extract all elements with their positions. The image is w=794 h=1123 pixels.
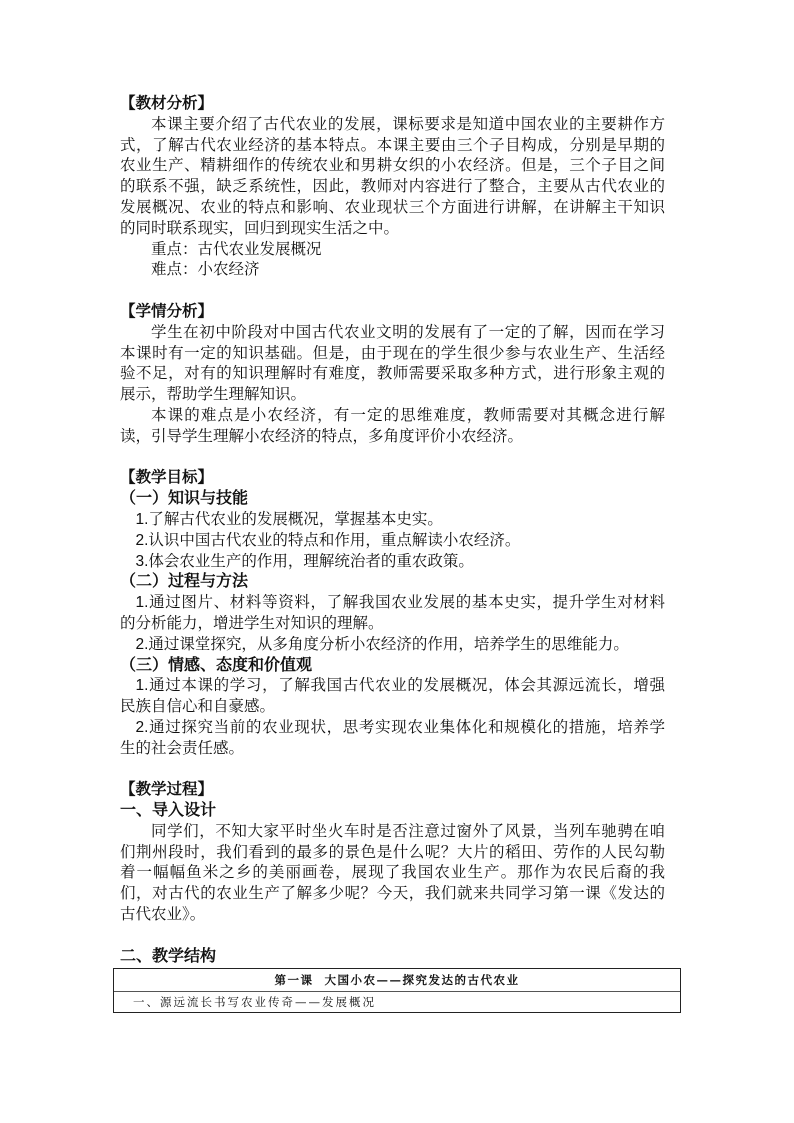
paragraph-line: 同学们，不知大家平时坐火车时是否注意过窗外了风景，当列车驰骋在咱 xyxy=(151,822,665,840)
paragraph-line: 们荆州段时，我们看到的最多的景色是什么呢？大片的稻田、劳作的人民勾勒 xyxy=(120,843,665,861)
section-heading: 【学情分析】 xyxy=(120,302,214,320)
difficult-point: 难点：小农经济 xyxy=(151,261,260,279)
paragraph-line: 本课主要介绍了古代农业的发展，课标要求是知道中国农业的主要耕作方 xyxy=(151,115,665,133)
list-item: 1.通过图片、材料等资料，了解我国农业发展的基本史实，提升学生对材料 xyxy=(135,594,665,612)
table-row: 一、源远流长书写农业传奇——发展概况 xyxy=(133,995,376,1009)
paragraph-line: 验不足，对有的知识理解时有难度，教师需要采取多种方式，进行形象主观的 xyxy=(120,365,665,383)
section-heading: 【教材分析】 xyxy=(120,95,214,112)
blank-line xyxy=(120,281,665,302)
paragraph-line: 着一幅幅鱼米之乡的美丽画卷，展现了我国农业生产。那作为农民后裔的我 xyxy=(120,864,665,882)
list-item: 1.了解古代农业的发展概况，掌握基本史实。 xyxy=(135,510,443,528)
paragraph-line: 的联系不强，缺乏系统性，因此，教师对内容进行了整合，主要从古代农业的 xyxy=(120,178,665,196)
subsection-title-method: （二）过程与方法 xyxy=(120,573,249,591)
paragraph-line: 发展概况、农业的特点和影响、农业现状三个方面进行讲解，在讲解主干知识 xyxy=(120,198,665,216)
paragraph-line: 们，对古代的农业生产了解多少呢？今天，我们就来共同学习第一课《发达的 xyxy=(120,885,665,903)
paragraph-line: 式，了解古代农业经济的基本特点。本课主要由三个子目构成，分别是早期的 xyxy=(120,136,665,154)
paragraph-line: 农业生产、精耕细作的传统农业和男耕女织的小农经济。但是，三个子目之间 xyxy=(120,157,665,175)
list-item: 2.通过课堂探究，从多角度分析小农经济的作用，培养学生的思维能力。 xyxy=(135,635,629,653)
paragraph-line: 的同时联系现实，回归到现实生活之中。 xyxy=(120,219,400,237)
section-heading: 【教学目标】 xyxy=(120,469,214,487)
subsection-title-knowledge: （一）知识与技能 xyxy=(120,490,249,508)
teaching-objectives-section xyxy=(120,468,665,759)
textbook-analysis-section xyxy=(120,94,665,281)
list-item: 3.体会农业生产的作用，理解统治者的重农政策。 xyxy=(135,552,474,570)
subsection-title-structure: 二、教学结构 xyxy=(120,947,217,965)
list-item: 2.通过探究当前的农业现状，思考实现农业集体化和规模化的措施，培养学 xyxy=(135,718,665,736)
list-item-continuation: 生的社会责任感。 xyxy=(120,739,245,757)
blank-line xyxy=(120,926,665,947)
list-item: 1.通过本课的学习，了解我国古代农业的发展概况，体会其源远流长，增强 xyxy=(135,677,665,695)
paragraph-line: 本课的难点是小农经济，有一定的思维难度，教师需要对其概念进行解 xyxy=(151,406,665,424)
paragraph-line: 本课时有一定的知识基础。但是，由于现在的学生很少参与农业生产、生活经 xyxy=(120,344,665,362)
blank-line xyxy=(120,760,665,781)
learner-analysis-section xyxy=(120,302,665,448)
paragraph-line: 古代农业》。 xyxy=(120,906,206,924)
section-heading: 【教学过程】 xyxy=(120,781,214,799)
list-item: 2.认识中国古代农业的特点和作用，重点解读小农经济。 xyxy=(135,531,521,549)
key-point: 重点：古代农业发展概况 xyxy=(151,240,322,258)
paragraph-line: 学生在初中阶段对中国古代农业文明的发展有了一定的了解，因而在学习 xyxy=(151,323,665,341)
document-body xyxy=(120,94,665,967)
paragraph-line: 读，引导学生理解小农经济的特点，多角度评价小农经济。 xyxy=(120,427,524,445)
table-title: 第一课 大国小农——探究发达的古代农业 xyxy=(114,969,680,992)
teaching-structure-table xyxy=(113,968,681,1013)
paragraph-line: 展示，帮助学生理解知识。 xyxy=(120,386,307,404)
list-item-continuation: 的分析能力，增进学生对知识的理解。 xyxy=(120,614,384,632)
subsection-title-intro: 一、导入设计 xyxy=(120,802,217,820)
list-item-continuation: 民族自信心和自豪感。 xyxy=(120,698,276,716)
subsection-title-values: （三）情感、态度和价值观 xyxy=(120,656,313,674)
blank-line xyxy=(120,448,665,469)
teaching-process-section xyxy=(120,780,665,967)
